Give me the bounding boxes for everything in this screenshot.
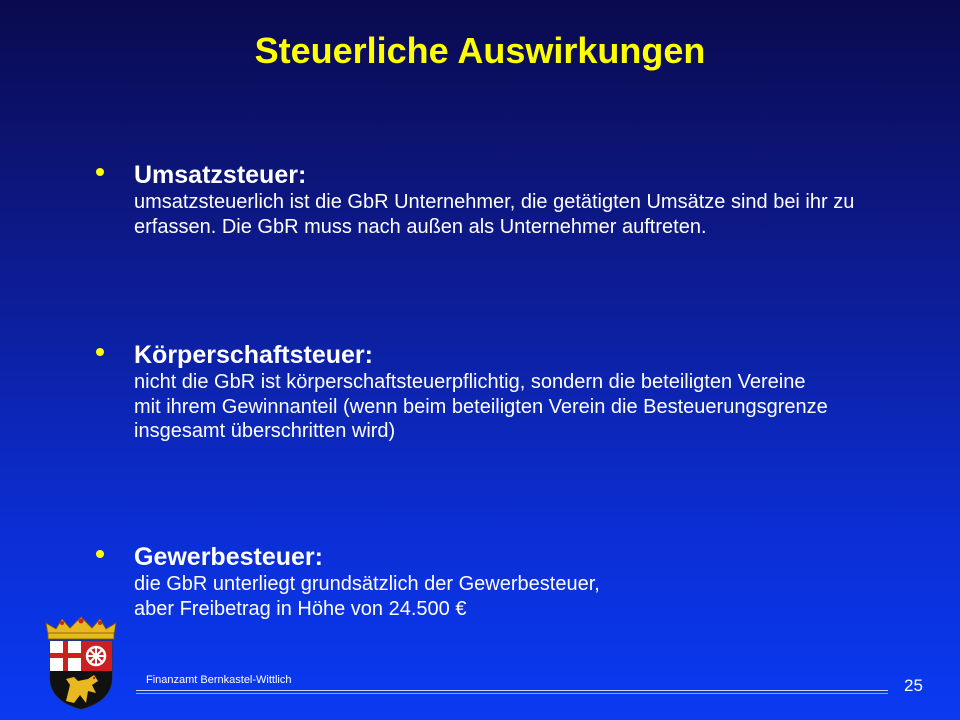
bullet-dot-icon <box>96 168 104 176</box>
bullet-gewerbesteuer <box>96 542 600 621</box>
footer-organization: Finanzamt Bernkastel-Wittlich <box>146 674 292 686</box>
bullet-dot-icon <box>96 348 104 356</box>
bullet-body: nicht die GbR ist körperschaftsteuerpflichtig, sondern die beteiligten Vereine mit ihrem Gewinnanteil (wenn beim beteiligten Verein die Besteuerungsgrenze insgesamt überschritten wird) <box>134 371 828 442</box>
footer-divider <box>136 690 888 691</box>
bullet-dot-icon <box>96 550 104 558</box>
slide-title: Steuerliche Auswirkungen <box>254 30 706 71</box>
bullet-body-line: die GbR unterliegt grundsätzlich der Gewerbesteuer, <box>134 573 600 595</box>
bullet-heading: Gewerbesteuer: <box>134 543 323 571</box>
bullet-umsatzsteuer <box>96 160 874 239</box>
page-number: 25 <box>904 676 923 695</box>
bullet-heading: Umsatzsteuer: <box>134 161 307 189</box>
bullet-heading: Körperschaftsteuer: <box>134 341 373 369</box>
bullet-koerperschaftsteuer <box>96 340 834 444</box>
bullet-body: umsatzsteuerlich ist die GbR Unternehmer, die getätigten Umsätze sind bei ihr zu erfassen. Die GbR muss nach außen als Unternehmer auftreten. <box>134 191 855 238</box>
bullet-body-line: aber Freibetrag in Höhe von 24.500 € <box>134 597 467 620</box>
coat-of-arms-icon <box>44 615 118 710</box>
